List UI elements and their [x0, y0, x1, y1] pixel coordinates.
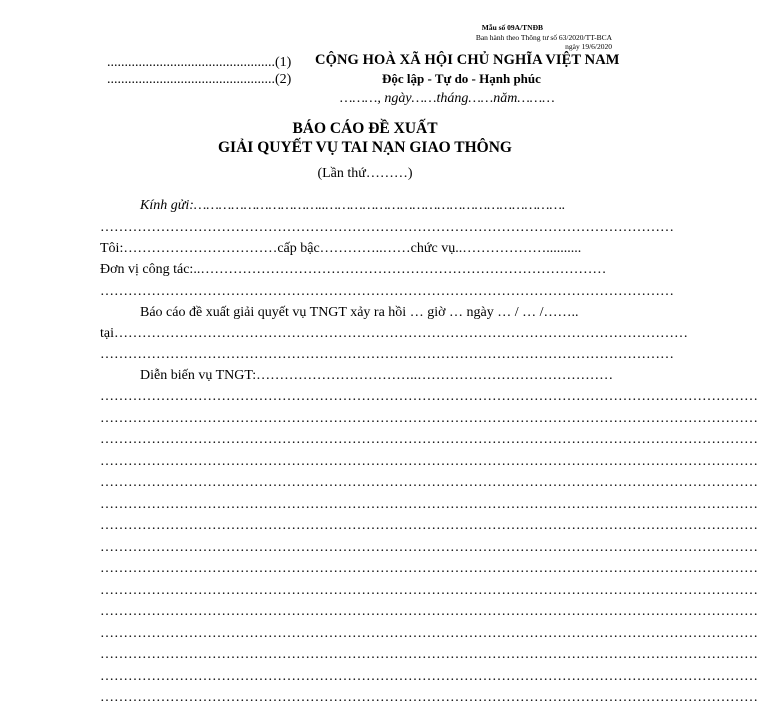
recipient-line: Kính gửi:…………………………..…………………………………………………. [140, 198, 566, 213]
blank-line: …………………………………………………………………………………………………………… [100, 220, 674, 235]
dotted-line: …………………………………………………………………………………………………………………………… [100, 410, 758, 426]
dateline: ………, ngày……tháng……năm……… [340, 91, 555, 106]
blank-line: …………………………………………………………………………………………………………… [100, 284, 674, 299]
issued-note-line2: ngày 19/6/2020 [565, 42, 612, 51]
reporter-line: Tôi:……………………………cấp bậc…………..……chức vụ..……………….......... [100, 241, 582, 256]
nation-heading: CỘNG HOÀ XÃ HỘI CHỦ NGHĨA VIỆT NAM [315, 52, 620, 68]
dotted-line: …………………………………………………………………………………………………………………………… [100, 561, 758, 576]
incident-description-line: Diễn biến vụ TNGT:……………………………..…………………………………… [140, 368, 614, 383]
dotted-line: …………………………………………………………………………………………………………………………… [100, 690, 758, 705]
issued-note [476, 33, 612, 51]
dotted-line: …………………………………………………………………………………………………………………………… [100, 518, 758, 533]
motto: Độc lập - Tự do - Hạnh phúc [382, 71, 541, 86]
agency-line-1: ................................................(1) [107, 55, 292, 70]
agency-line-2: ................................................(2) [107, 72, 292, 87]
document-subtitle: GIẢI QUYẾT VỤ TAI NẠN GIAO THÔNG [218, 139, 512, 156]
blank-line: …………………………………………………………………………………………………………… [100, 347, 674, 362]
dotted-line: …………………………………………………………………………………………………………………………… [100, 539, 758, 555]
location-line: tại…………………………………………………………………………………………………………… [100, 326, 688, 341]
form-code: Mẫu số 09A/TNĐB [481, 23, 543, 32]
issued-note-line1: Ban hành theo Thông tư số 63/2020/TT-BCA [475, 33, 612, 42]
dotted-line: …………………………………………………………………………………………………………………………… [100, 453, 758, 469]
dotted-line: …………………………………………………………………………………………………………………………… [100, 625, 758, 641]
dotted-line: …………………………………………………………………………………………………………………………… [100, 496, 758, 512]
dotted-line: …………………………………………………………………………………………………………………………… [100, 647, 758, 662]
dotted-line: …………………………………………………………………………………………………………………………… [100, 668, 758, 684]
report-number: (Lần thứ………) [317, 166, 413, 181]
document-title: BÁO CÁO ĐỀ XUẤT [292, 120, 438, 137]
dotted-line: …………………………………………………………………………………………………………………………… [100, 389, 758, 404]
dotted-line: …………………………………………………………………………………………………………………………… [100, 475, 758, 490]
unit-line: Đơn vị công tác:..…………………………………………………………………………… [100, 262, 607, 277]
dotted-line: …………………………………………………………………………………………………………………………… [100, 604, 758, 619]
dotted-line: …………………………………………………………………………………………………………………………… [100, 432, 758, 447]
report-time-line: Báo cáo đề xuất giải quyết vụ TNGT xảy ra hồi … giờ … ngày … / … /…….. [140, 305, 579, 320]
dotted-line: …………………………………………………………………………………………………………………………… [100, 582, 758, 598]
